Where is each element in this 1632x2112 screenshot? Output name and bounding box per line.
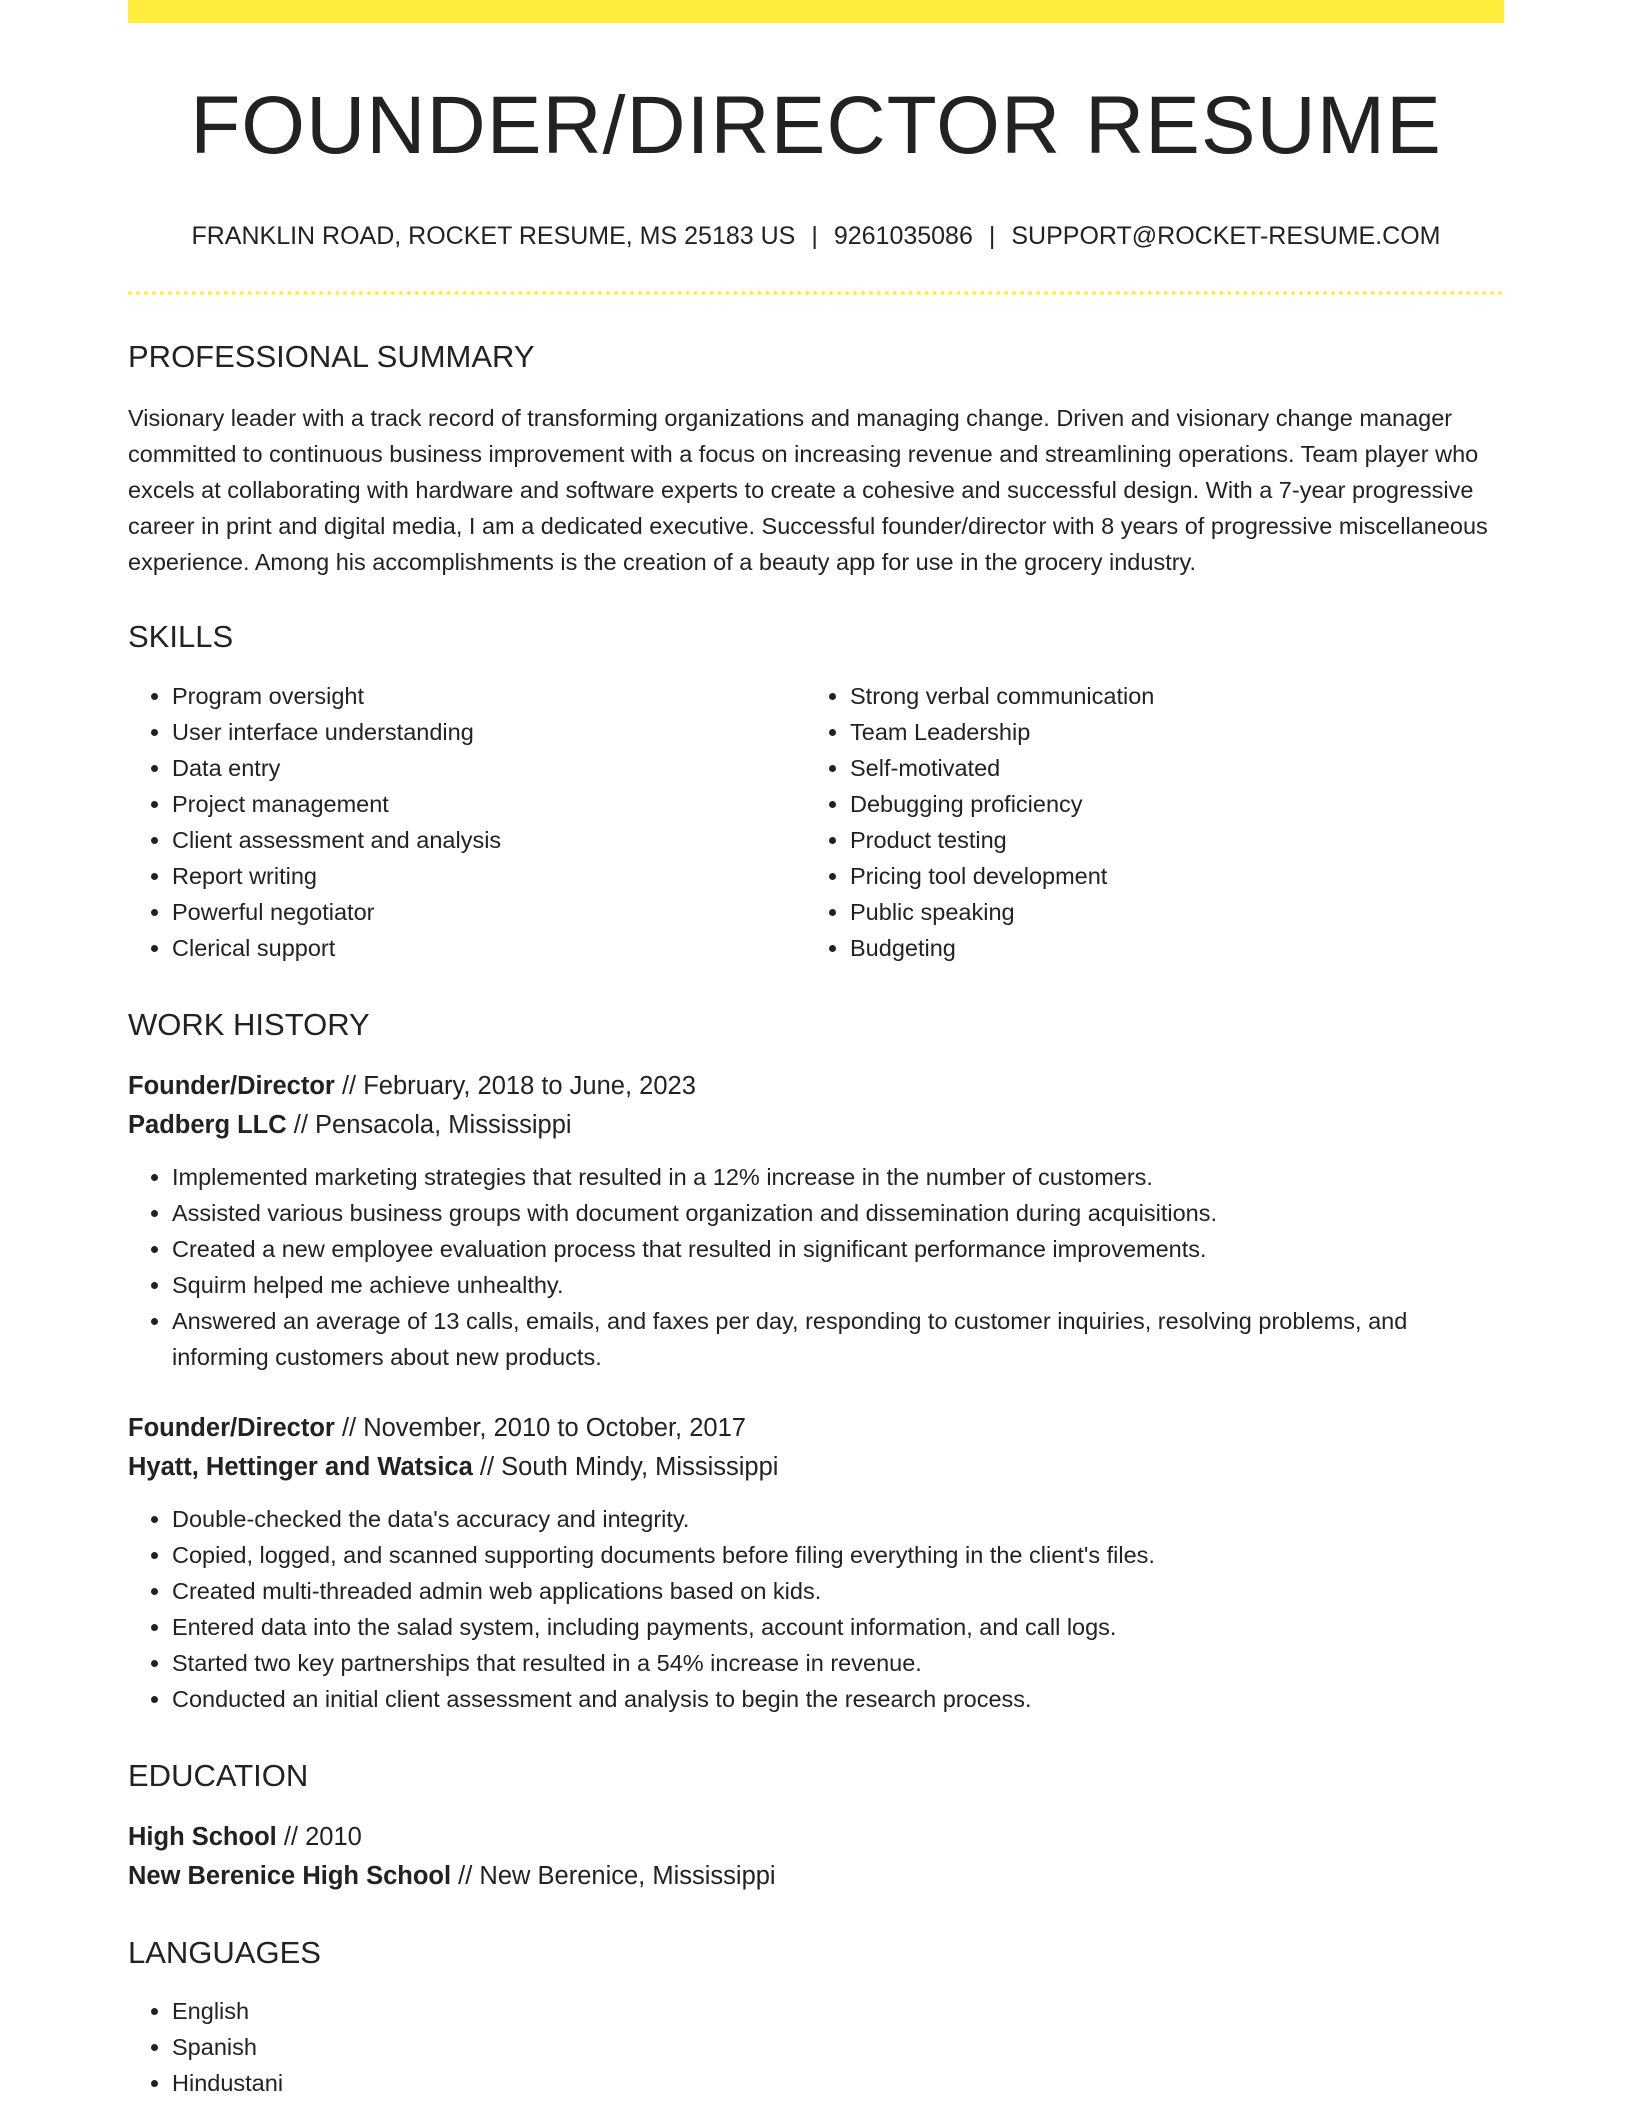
- job-duty: • Entered data into the salad system, including payments, account information, and call logs.: [172, 1609, 1504, 1645]
- job-title-line: [128, 1067, 1504, 1106]
- job-company: Hyatt, Hettinger and Watsica: [128, 1452, 473, 1481]
- job-title-line: [128, 1409, 1504, 1448]
- education-degree: High School: [128, 1822, 277, 1851]
- job-duty: • Answered an average of 13 calls, emails, and faxes per day, responding to customer inquiries, resolving problems, and informing customers about new products.: [172, 1303, 1504, 1375]
- skill-item: • User interface understanding: [172, 714, 806, 750]
- job-duty: • Double-checked the data's accuracy and integrity.: [172, 1501, 1504, 1537]
- job-dates: // November, 2010 to October, 2017: [341, 1413, 746, 1442]
- resume-page: [128, 0, 1504, 2101]
- job-duty: • Squirm helped me achieve unhealthy.: [172, 1267, 1504, 1303]
- summary-text: Visionary leader with a track record of transforming organizations and managing change. Driven and visionary change manager committed to continuous business improvement with a focus on increasing revenue and streamlining operations. Team player who excels at collaborating with hardware and software experts to create a cohesive and successful design. With a 7-year progressive career in print and digital media, I am a dedicated executive. Successful founder/director with 8 years of progressive miscellaneous experience. Among his accomplishments is the creation of a beauty app for use in the grocery industry.: [128, 405, 1488, 576]
- skill-item: • Strong verbal communication: [850, 678, 1484, 714]
- languages-heading: LANGUAGES: [128, 1934, 321, 1970]
- contact-address: FRANKLIN ROAD, ROCKET RESUME, MS 25183 US: [191, 222, 796, 251]
- education-heading: EDUCATION: [128, 1757, 309, 1793]
- skill-item: • Powerful negotiator: [172, 894, 806, 930]
- job-duty: • Assisted various business groups with document organization and dissemination during acquisitions.: [172, 1195, 1504, 1231]
- education-school-line: [128, 1857, 1504, 1896]
- skills-column-right: [806, 678, 1484, 966]
- skill-item: • Project management: [172, 786, 806, 822]
- contact-email: SUPPORT@ROCKET-RESUME.COM: [1011, 222, 1441, 251]
- skill-item: • Self-motivated: [850, 750, 1484, 786]
- job-duty: • Started two key partnerships that resulted in a 54% increase in revenue.: [172, 1645, 1504, 1681]
- skill-item: • Product testing: [850, 822, 1484, 858]
- job-duty: • Created a new employee evaluation process that resulted in significant performance improvements.: [172, 1231, 1504, 1267]
- skill-item: • Program oversight: [172, 678, 806, 714]
- education-degree-line: [128, 1818, 1504, 1857]
- skill-item: • Client assessment and analysis: [172, 822, 806, 858]
- resume-title: FOUNDER/DIRECTOR RESUME: [190, 80, 1442, 171]
- contact-separator: |: [811, 222, 818, 251]
- job-duty: • Implemented marketing strategies that resulted in a 12% increase in the number of customers.: [172, 1159, 1504, 1195]
- skill-item: • Data entry: [172, 750, 806, 786]
- language-item: • English: [172, 1993, 1504, 2029]
- job-duty: • Copied, logged, and scanned supporting documents before filing everything in the client's files.: [172, 1537, 1504, 1573]
- summary-heading: PROFESSIONAL SUMMARY: [128, 339, 535, 375]
- job-company-line: [128, 1106, 1504, 1145]
- top-accent-bar: [128, 0, 1504, 23]
- skills-list: [128, 678, 1504, 966]
- skill-item: • Clerical support: [172, 930, 806, 966]
- education-location: // New Berenice, Mississippi: [458, 1861, 776, 1890]
- contact-phone: 9261035086: [833, 222, 973, 251]
- job-dates: // February, 2018 to June, 2023: [341, 1071, 696, 1100]
- dotted-divider: [128, 291, 1504, 295]
- job-company: Padberg LLC: [128, 1110, 287, 1139]
- languages-list: [128, 1993, 1504, 2101]
- job-company-line: [128, 1448, 1504, 1487]
- skills-heading: SKILLS: [128, 619, 234, 655]
- language-item: • Hindustani: [172, 2065, 1504, 2101]
- language-item: • Spanish: [172, 2029, 1504, 2065]
- contact-line: [128, 221, 1504, 251]
- education-school: New Berenice High School: [128, 1861, 452, 1890]
- job-duty: • Conducted an initial client assessment and analysis to begin the research process.: [172, 1681, 1504, 1717]
- skills-column-left: [128, 678, 806, 966]
- skill-item: • Report writing: [172, 858, 806, 894]
- job-duties-list: [128, 1501, 1504, 1717]
- job-duties-list: [128, 1159, 1504, 1375]
- work-history-heading: WORK HISTORY: [128, 1006, 370, 1042]
- skill-item: • Pricing tool development: [850, 858, 1484, 894]
- job-title: Founder/Director: [128, 1071, 335, 1100]
- job-entry: [128, 1409, 1504, 1717]
- skill-item: • Budgeting: [850, 930, 1484, 966]
- skill-item: • Public speaking: [850, 894, 1484, 930]
- skill-item: • Debugging proficiency: [850, 786, 1484, 822]
- job-location: // Pensacola, Mississippi: [293, 1110, 572, 1139]
- job-entry: [128, 1067, 1504, 1375]
- job-title: Founder/Director: [128, 1413, 335, 1442]
- education-year: // 2010: [283, 1822, 362, 1851]
- job-duty: • Created multi-threaded admin web applications based on kids.: [172, 1573, 1504, 1609]
- contact-separator: |: [988, 222, 996, 251]
- job-location: // South Mindy, Mississippi: [479, 1452, 779, 1481]
- skill-item: • Team Leadership: [850, 714, 1484, 750]
